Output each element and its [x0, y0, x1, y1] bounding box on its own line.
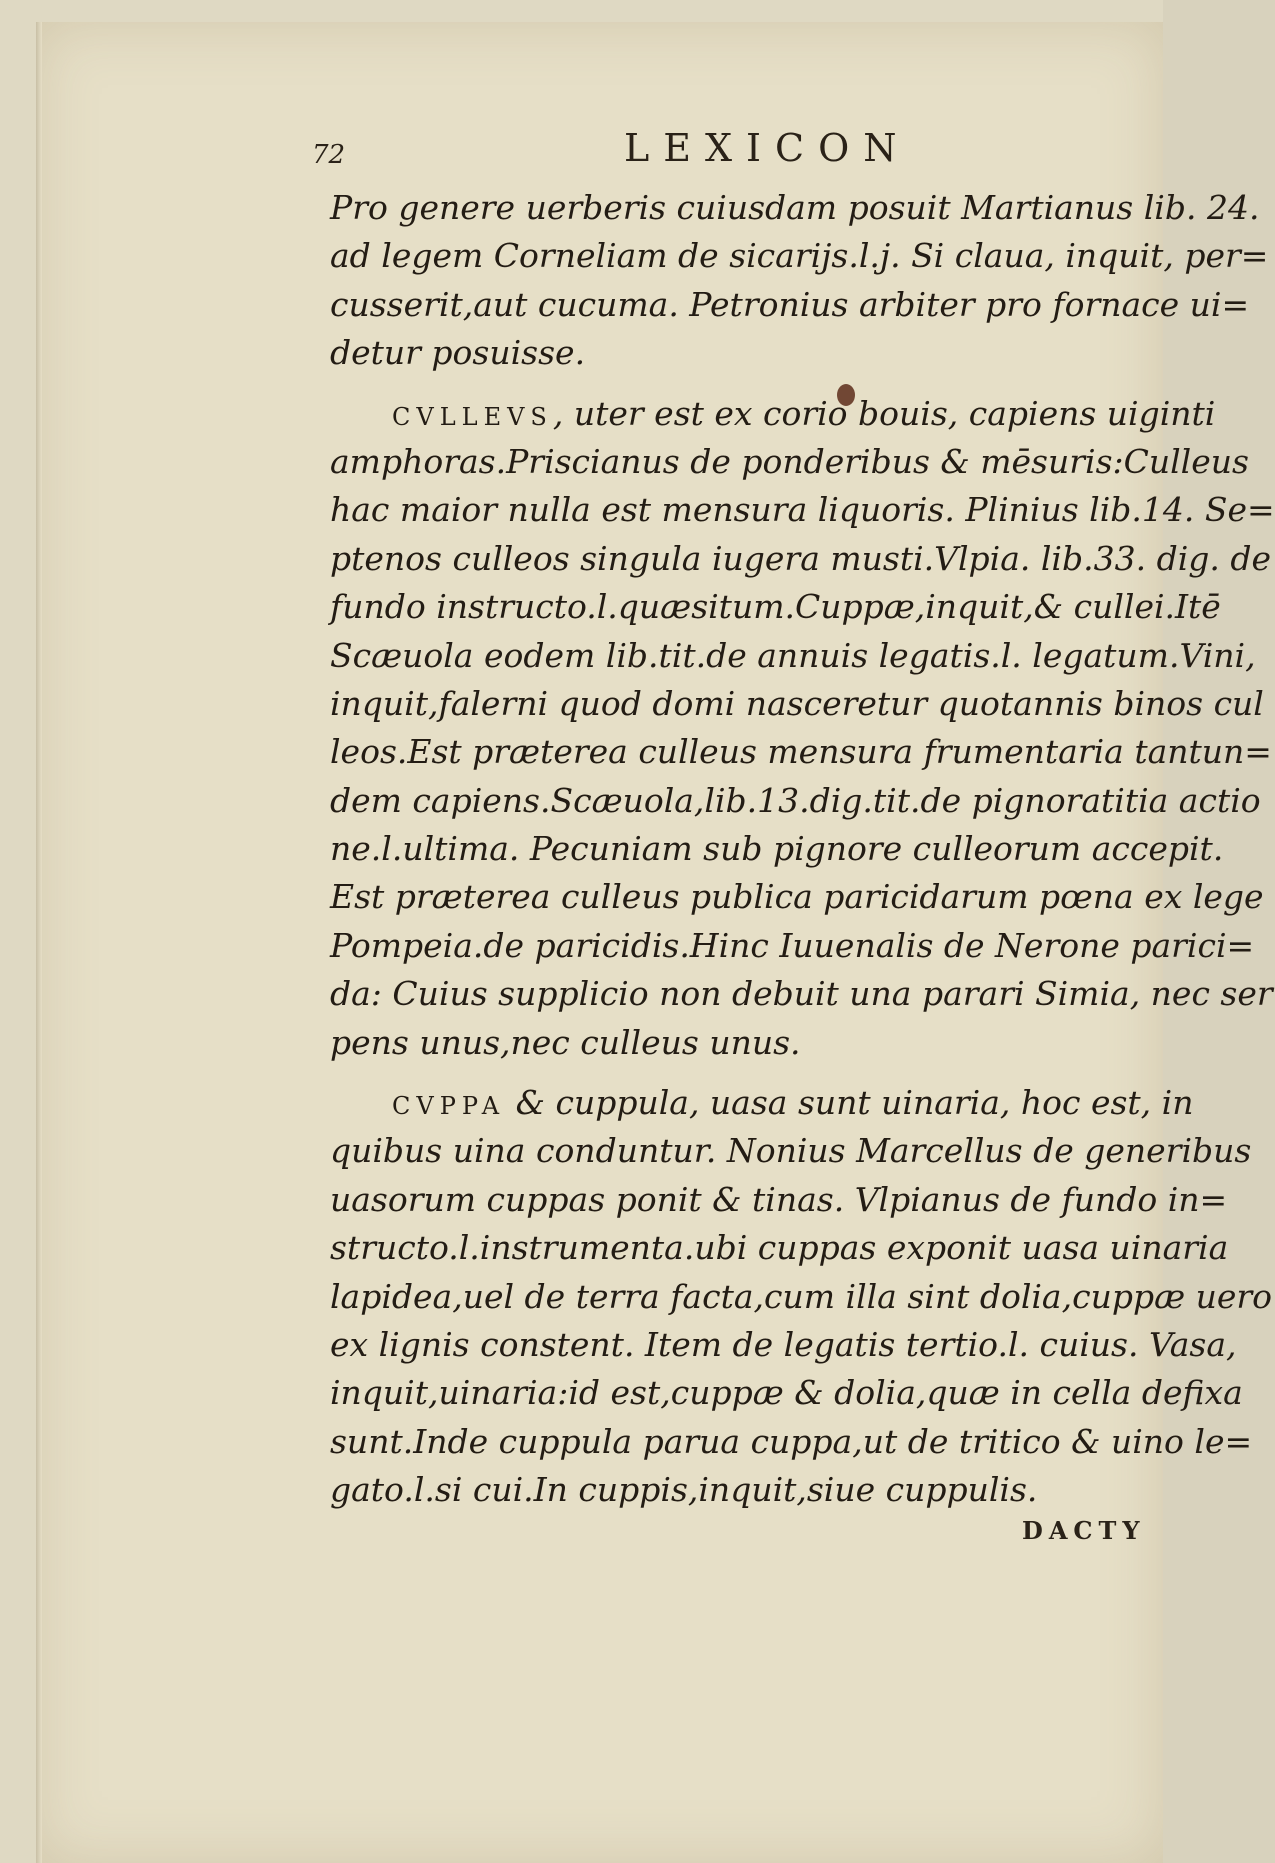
text-line: detur posuisse. — [330, 333, 586, 373]
catchword: DACTY — [1022, 1516, 1146, 1545]
text-line: ne.l.ultima. Pecuniam sub pignore culleorum accepit. — [330, 829, 1224, 869]
text-line: fundo instructo.l.quæsitum.Cuppæ,inquit,& cullei.Itē — [330, 587, 1221, 627]
text-line: quibus uina conduntur. Nonius Marcellus de generibus — [330, 1131, 1252, 1171]
entry-culleus — [330, 390, 1275, 1067]
text-line: uasorum cuppas ponit & tinas. Vlpianus de fundo in= — [330, 1179, 1228, 1219]
entry-first-line — [330, 390, 1216, 438]
page-title: LEXICON — [624, 126, 911, 170]
page-edge-shadow — [36, 22, 42, 1863]
text-line: gato.l.si cui.In cuppis,inquit,siue cuppulis. — [330, 1470, 1038, 1510]
text-line: Pompeia.de paricidis.Hinc Iuuenalis de Nerone parici= — [330, 925, 1255, 965]
text-line: ex lignis constent. Item de legatis tertio.l. cuius. Vasa, — [330, 1324, 1237, 1364]
text-line: structo.l.instrumenta.ubi cuppas exponit uasa uinaria — [330, 1228, 1229, 1268]
text-line: leos.Est præterea culleus mensura frumentaria tantun= — [330, 732, 1272, 772]
entry-first-line — [330, 1079, 1194, 1127]
text-line: ad legem Corneliam de sicarijs.l.j. Si claua, inquit, per= — [330, 236, 1269, 276]
text-line: Pro genere uerberis cuiusdam posuit Martianus lib. 24. — [330, 188, 1260, 227]
text-line: pens unus,nec culleus unus. — [330, 1022, 801, 1062]
text-line: sunt.Inde cuppula parua cuppa,ut de tritico & uino le= — [330, 1421, 1253, 1461]
text-line: inquit,falerni quod domi nasceretur quotannis binos cul — [330, 683, 1264, 723]
text-line: cusserit,aut cucuma. Petronius arbiter pro fornace ui= — [330, 284, 1250, 324]
text-line: dem capiens.Scæuola,lib.13.dig.tit.de pignoratitia actio — [330, 780, 1261, 820]
headword: CVPPA — [392, 1092, 506, 1121]
book-page — [36, 22, 1275, 1863]
text-line: , uter est ex corio bouis, capiens uiginti — [552, 393, 1216, 433]
text-line: Scæuola eodem lib.tit.de annuis legatis.l. legatum.Vini, — [330, 635, 1256, 675]
text-line: hac maior nulla est mensura liquoris. Plinius lib.14. Se= — [330, 490, 1275, 530]
text-line: & cuppula, uasa sunt uinaria, hoc est, in — [505, 1083, 1194, 1123]
text-line: inquit,uinaria:id est,cuppæ & dolia,quæ in cella defixa — [330, 1373, 1243, 1413]
text-line: ptenos culleos singula iugera musti.Vlpia. lib.33. dig. de — [330, 538, 1271, 578]
headword: CVLLEVS — [392, 402, 553, 431]
entry-cuppa — [330, 1079, 1273, 1515]
paragraph-pro-genere — [330, 184, 1269, 378]
text-body — [330, 184, 1275, 1527]
text-line: lapidea,uel de terra facta,cum illa sint dolia,cuppæ uero — [330, 1276, 1273, 1316]
page-number: 72 — [312, 140, 346, 170]
text-line: amphoras.Priscianus de ponderibus & mēsuris:Culleus — [330, 441, 1249, 481]
text-line: Est præterea culleus publica paricidarum pœna ex lege — [330, 877, 1264, 917]
running-head — [274, 126, 974, 170]
text-line: da: Cuius supplicio non debuit una parari Simia, nec ser — [330, 974, 1273, 1014]
